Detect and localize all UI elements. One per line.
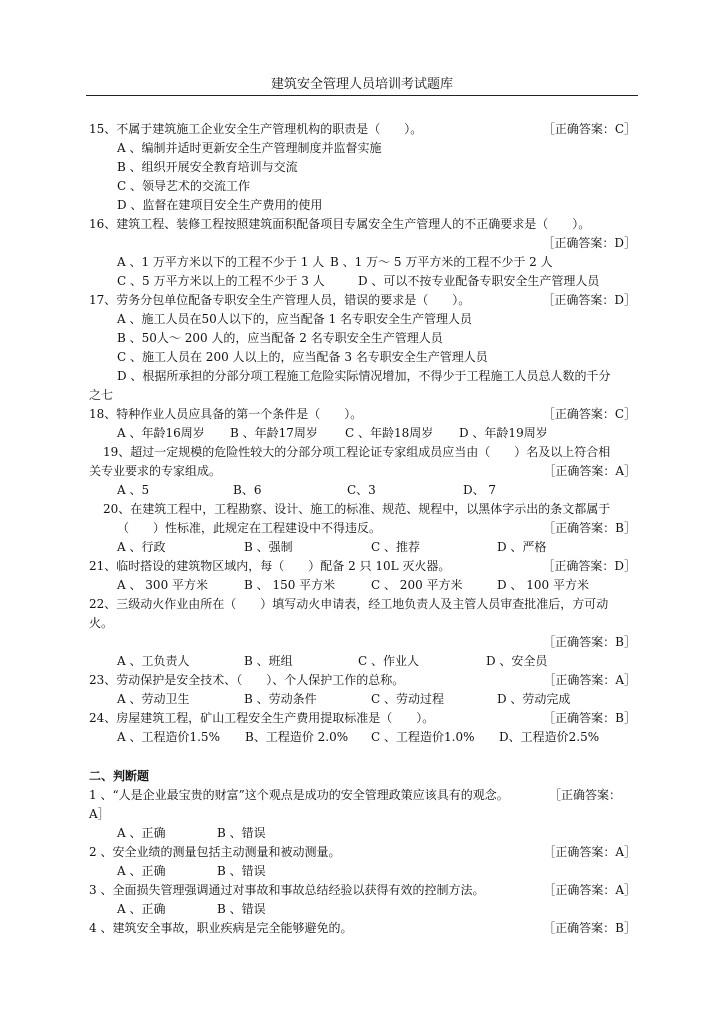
answer-label: ［正确答案：B］	[543, 635, 636, 649]
option-line	[0, 862, 724, 881]
option-c: C 、施工人员在 200 人以上的，应当配备 3 名专职安全生产管理人员	[117, 350, 488, 364]
page-header-title: 建筑安全管理人员培训考试题库	[270, 77, 453, 92]
answer-label: ［正确答案：A］	[543, 673, 636, 687]
answer-line	[0, 633, 724, 652]
option-b: B 、错误	[217, 902, 266, 916]
option-b: B 、错误	[217, 864, 266, 878]
option-d: D 、年龄19周岁	[459, 426, 548, 440]
option-line	[0, 158, 724, 177]
option-b: B 、劳动条件	[244, 692, 317, 706]
option-line-continued	[0, 386, 724, 405]
answer-label: ［正确答案：C］	[542, 122, 636, 136]
answer-label: ［正确答案：C］	[542, 407, 636, 421]
option-a: A 、 300 平方米	[117, 578, 209, 592]
option-a: A 、行政	[117, 540, 166, 554]
question-18	[0, 405, 724, 424]
option-line	[0, 367, 724, 386]
question-text: 15、不属于建筑施工企业安全生产管理机构的职责是（ ）。	[89, 122, 423, 136]
question-text-continued: 关专业要求的专家组成。	[89, 464, 222, 478]
option-b: B 、1 万～ 5 万平方米的工程不少于 2 人	[330, 255, 553, 269]
option-c: C 、工程造价1.0%	[371, 730, 475, 744]
option-a: A 、1 万平方米以下的工程不少于 1 人	[117, 255, 325, 269]
option-line	[0, 652, 724, 671]
option-d: D、工程造价2.5%	[499, 730, 600, 744]
answer-label: ［正确答案：A］	[543, 464, 636, 478]
option-d: D 、监督在建项目安全生产费用的使用	[117, 198, 323, 212]
option-c: C、3	[347, 483, 376, 497]
answer-label: ［正确答案：A］	[543, 883, 636, 897]
option-line	[0, 272, 724, 291]
option-c: C 、劳动过程	[371, 692, 444, 706]
option-line	[0, 538, 724, 557]
question-text: 20、在建筑工程中，工程勘察、设计、施工的标准、规范、规程中，以黑体字示出的条文都属于	[103, 502, 611, 516]
option-line	[0, 690, 724, 709]
option-a: A 、编制并适时更新安全生产管理制度并监督实施	[117, 141, 382, 155]
option-line	[0, 329, 724, 348]
question-24	[0, 709, 724, 728]
option-line	[0, 139, 724, 158]
option-b: B、工程造价 2.0%	[245, 730, 349, 744]
option-a: A 、工程造价1.5%	[117, 730, 220, 744]
option-line	[0, 196, 724, 215]
question-19-continued	[0, 462, 724, 481]
option-d: D 、安全员	[486, 654, 548, 668]
answer-label: ［正确答案：D］	[542, 236, 636, 250]
option-b: B、6	[233, 483, 262, 497]
answer-label: ［正确答案：A］	[543, 845, 636, 859]
option-line	[0, 348, 724, 367]
question-text: 1 、“人是企业最宝贵的财富”这个观点是成功的安全管理政策应该具有的观念。	[89, 788, 509, 802]
option-b: B 、组织开展安全教育培训与交流	[117, 160, 298, 174]
question-text: 2 、安全业绩的测量包括主动测量和被动测量。	[89, 845, 341, 859]
question-22-continued	[0, 614, 724, 633]
option-b: B 、强制	[244, 540, 293, 554]
question-text: 17、劳务分包单位配备专职安全生产管理人员，错误的要求是（ ）。	[89, 293, 471, 307]
question-22	[0, 595, 724, 614]
answer-label: ［正确答案：B］	[543, 711, 636, 725]
question-text: 21、临时搭设的建筑物区域内，每（ ）配备 2 只 10L 灭火器。	[89, 559, 451, 573]
answer-line	[0, 234, 724, 253]
question-17	[0, 291, 724, 310]
option-a: A 、施工人员在50人以下的，应当配备 1 名专职安全生产管理人员	[117, 312, 473, 326]
option-line	[0, 424, 724, 443]
question-text-continued: （ ）性标准，此规定在工程建设中不得违反。	[117, 521, 382, 535]
option-line	[0, 824, 724, 843]
option-a: A 、劳动卫生	[117, 692, 190, 706]
option-c: C 、推荐	[371, 540, 420, 554]
option-d-continued: 之七	[89, 388, 114, 402]
answer-label-continued: A］	[89, 807, 110, 821]
section-heading	[0, 767, 724, 786]
judgment-1-continued	[0, 805, 724, 824]
option-c: C 、作业人	[358, 654, 419, 668]
option-c: C 、5 万平方米以上的工程不少于 3 人	[117, 274, 325, 288]
question-21	[0, 557, 724, 576]
judgment-4	[0, 919, 724, 938]
answer-label: ［正确答案：D］	[542, 559, 636, 573]
option-d: D 、劳动完成	[497, 692, 571, 706]
option-line	[0, 253, 724, 272]
option-d: D、 7	[463, 483, 497, 497]
question-20-continued	[0, 519, 724, 538]
option-a: A 、工负责人	[117, 654, 190, 668]
option-a: A 、正确	[117, 826, 166, 840]
option-b: B 、班组	[244, 654, 293, 668]
option-c: C 、 200 平方米	[371, 578, 463, 592]
option-a: A 、年龄16周岁	[117, 426, 205, 440]
option-line	[0, 481, 724, 500]
option-a: A 、5	[117, 483, 150, 497]
option-c: C 、年龄18周岁	[345, 426, 434, 440]
option-c: C 、领导艺术的交流工作	[117, 179, 250, 193]
section-title: 二、判断题	[89, 769, 150, 783]
option-line	[0, 177, 724, 196]
question-23	[0, 671, 724, 690]
question-text: 23、劳动保护是安全技术、（ ）、个人保护工作的总称。	[89, 673, 405, 687]
judgment-2	[0, 843, 724, 862]
judgment-3	[0, 881, 724, 900]
option-line	[0, 576, 724, 595]
judgment-1	[0, 786, 724, 805]
option-d: D 、严格	[497, 540, 547, 554]
option-d: D 、可以不按专业配备专职安全生产管理人员	[358, 274, 600, 288]
option-line	[0, 310, 724, 329]
option-line	[0, 900, 724, 919]
answer-label: ［正确答案：D］	[542, 293, 636, 307]
question-text: 3 、全面损失管理强调通过对事故和事故总结经验以获得有效的控制方法。	[89, 883, 485, 897]
option-d: D 、 100 平方米	[497, 578, 589, 592]
option-b: B 、年龄17周岁	[230, 426, 318, 440]
question-text: 16、建筑工程、装修工程按照建筑面积配备项目专属安全生产管理人的不正确要求是（ ）。	[89, 217, 591, 231]
answer-label: ［正确答案：B］	[543, 921, 636, 935]
option-b: B 、50人～ 200 人的，应当配备 2 名专职安全生产管理人员	[117, 331, 443, 345]
question-19	[0, 443, 724, 462]
question-text: 24、房屋建筑工程，矿山工程安全生产费用提取标准是（ ）。	[89, 711, 435, 725]
question-text: 19、超过一定规模的危险性较大的分部分项工程论证专家组成员应当由（ ）名及以上符合相	[103, 445, 611, 459]
header-divider	[86, 95, 638, 96]
question-15	[0, 120, 724, 139]
question-text: 18、特种作业人员应具备的第一个条件是（ ）。	[89, 407, 363, 421]
option-a: A 、正确	[117, 864, 166, 878]
answer-label: ［正确答案：B］	[543, 521, 636, 535]
option-line	[0, 728, 724, 747]
question-text: 22、三级动火作业由所在（ ）填写动火申请表，经工地负责人及主管人员审查批准后，方可动	[89, 597, 609, 611]
question-20	[0, 500, 724, 519]
option-b: B 、错误	[217, 826, 266, 840]
option-a: A 、正确	[117, 902, 166, 916]
option-d: D 、根据所承担的分部分项工程施工危险实际情况增加，不得少于工程施工人员总人数的千分	[117, 369, 611, 383]
question-text-continued: 火。	[89, 616, 114, 630]
question-16	[0, 215, 724, 234]
question-text: 4 、建筑安全事故，职业疾病是完全能够避免的。	[89, 921, 353, 935]
answer-label: ［正确答案：	[549, 788, 622, 802]
option-b: B 、 150 平方米	[244, 578, 336, 592]
